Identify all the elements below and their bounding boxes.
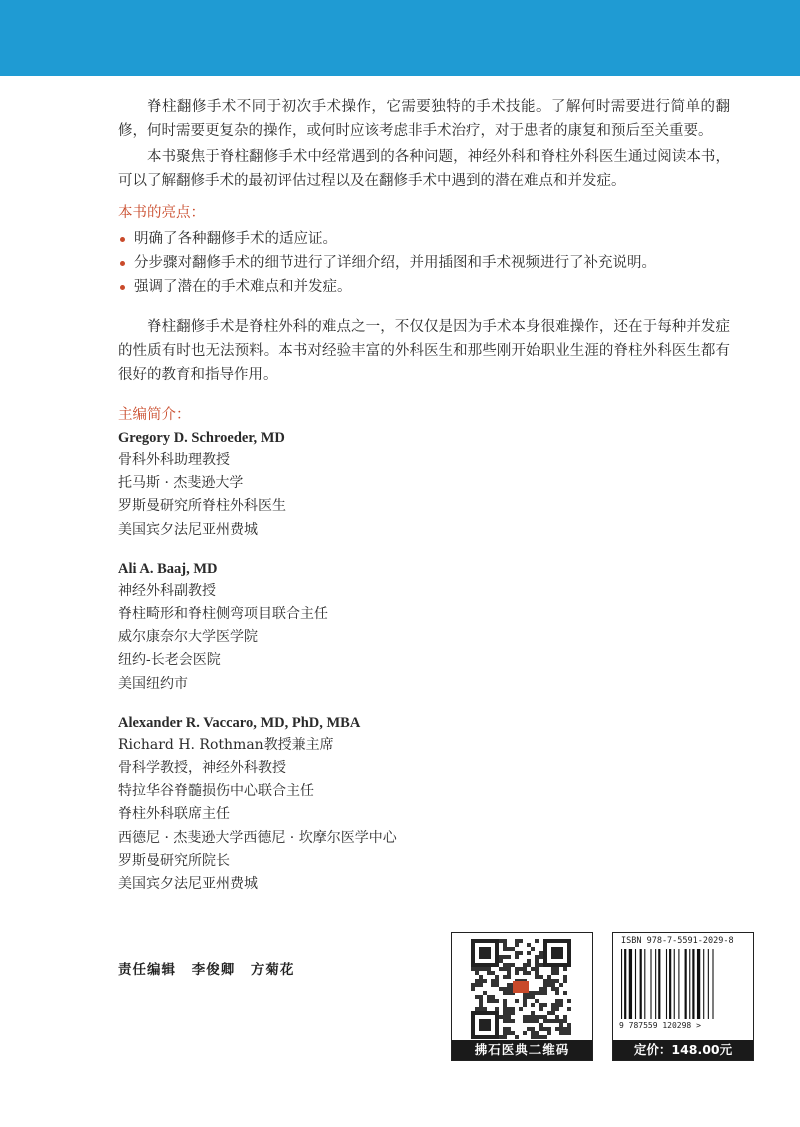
editor-detail: 威尔康奈尔大学医学院 [118,629,258,646]
highlights-list [118,227,730,299]
highlight-text: 明确了各种翻修手术的适应证。 [134,231,337,247]
editor-name: Alexander R. Vaccaro, MD, PhD, MBA [118,714,361,731]
qr-code-icon [471,939,571,1039]
bullet-dot-icon [120,261,125,266]
editor-detail: 罗斯曼研究所脊柱外科医生 [118,498,286,515]
editor-detail: 脊柱外科联席主任 [118,806,230,823]
editor-block [118,427,730,542]
top-color-band [0,0,800,76]
credits-label: 责任编辑 [118,962,176,978]
editor-block [118,712,730,896]
body-paragraph: 脊柱翻修手术是脊柱外科的难点之一，不仅仅是因为手术本身很难操作，还在于每种并发症的性质有时也无法预料。本书对经验丰富的外科医生和那些刚开始职业生涯的脊柱外科医生都有很好的教育和指导作用。 [118,319,730,383]
credits-name: 李俊卿 [191,962,236,978]
highlight-item [118,275,730,299]
editor-detail: 纽约-长老会医院 [118,652,221,669]
highlight-item [118,251,730,275]
barcode-panel [612,932,754,1061]
editor-detail: 美国宾夕法尼亚州费城 [118,876,258,893]
editor-credits [118,958,294,978]
editor-block [118,558,730,696]
bullet-dot-icon [120,285,125,290]
main-content [118,95,730,896]
editor-detail: 脊柱畸形和脊柱侧弯项目联合主任 [118,606,328,623]
editor-detail: 骨科外科助理教授 [118,452,230,468]
bullet-dot-icon [120,237,125,242]
isbn-text: ISBN 978-7-5591-2029-8 [621,936,734,946]
price-label: 定价：148.00元 [613,1040,753,1060]
highlight-text: 强调了潜在的手术难点和并发症。 [134,279,352,295]
editor-name: Gregory D. Schroeder, MD [118,430,285,446]
editor-name: Ali A. Baaj, MD [118,560,218,577]
editor-detail: 神经外科副教授 [118,582,216,599]
barcode-digits: 9 787559 120298 > [619,1021,701,1030]
editors-heading: 主编简介： [118,407,191,423]
editor-detail: 美国宾夕法尼亚州费城 [118,521,258,538]
qr-code-panel [451,932,593,1061]
editor-detail: 罗斯曼研究所院长 [118,852,230,869]
highlight-text: 分步骤对翻修手术的细节进行了详细介绍，并用插图和手术视频进行了补充说明。 [134,255,656,271]
highlight-item [118,227,730,251]
editor-detail: Richard H. Rothman教授兼主席 [118,736,334,753]
editor-detail: 美国纽约市 [118,675,188,692]
editor-detail: 特拉华谷脊髓损伤中心联合主任 [118,783,314,800]
barcode-icon [621,949,745,1019]
intro-paragraph-2: 本书聚焦于脊柱翻修手术中经常遇到的各种问题，神经外科和脊柱外科医生通过阅读本书，可以了解翻修手术的最初评估过程以及在翻修手术中遇到的潜在难点和并发症。 [118,149,730,189]
intro-paragraph-1: 脊柱翻修手术不同于初次手术操作，它需要独特的手术技能。了解何时需要进行简单的翻修，何时需要更复杂的操作，或何时应该考虑非手术治疗，对于患者的康复和预后至关重要。 [118,99,730,139]
qr-label: 拂石医典二维码 [452,1040,592,1060]
highlights-heading: 本书的亮点： [118,205,205,221]
credits-name: 方菊花 [250,962,295,978]
editor-detail: 西德尼 · 杰斐逊大学西德尼 · 坎摩尔医学中心 [118,829,397,846]
editor-detail: 骨科学教授，神经外科教授 [118,760,286,777]
editor-detail: 托马斯 · 杰斐逊大学 [118,475,244,492]
